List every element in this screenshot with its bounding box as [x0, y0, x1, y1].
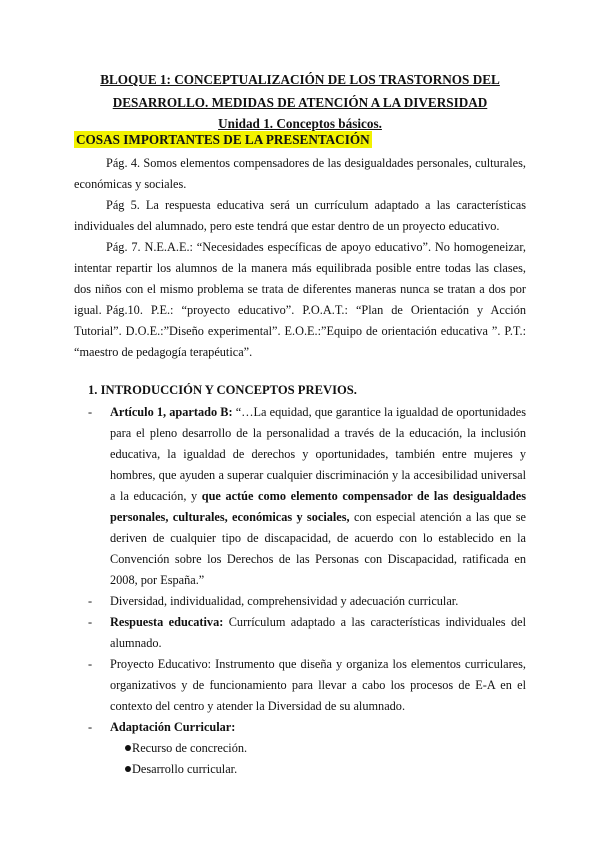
section-heading: 1. INTRODUCCIÓN Y CONCEPTOS PREVIOS. [88, 383, 357, 397]
dash-marker: - [88, 657, 93, 671]
unit-title: Unidad 1. Conceptos básicos. [218, 116, 382, 131]
list-item-diversidad: Diversidad, individualidad, comprehensividad y adecuación curricular. [110, 594, 459, 608]
respuesta-label: Respuesta educativa: [110, 615, 224, 629]
bullet-icon [125, 766, 131, 772]
dash-marker: - [88, 594, 93, 608]
title-line-2: DESARROLLO. MEDIDAS DE ATENCIÓN A LA DIVERSIDAD [112, 95, 488, 110]
compensador-emphasis: que actúe como elemento compensador de las desigualdades personales, culturales, económicas y sociales, [110, 489, 526, 524]
articulo-label: Artículo 1, apartado B: [110, 405, 233, 419]
bullet-icon [125, 745, 131, 751]
dash-marker: - [88, 720, 93, 734]
dash-marker: - [88, 405, 93, 419]
list-item-articulo: Artículo 1, apartado B: “…La equidad, que garantice la igualdad de oportunidades para el pleno desarrollo de la personalidad a través de la educación, la inclusión educativa, la igualdad de derechos y oportunidades, también entre mujeres y hombres, que ayuden a superar cualquier discriminación y la accesibilidad universal a la educación, y que actúe como elemento compensador de las desigualdades personales, culturales, económicas y sociales, con especial atención a las que se deriven de cualquier tipo de discapacidad, de acuerdo con lo establecido en la Convención sobre los Derechos de las Personas con Discapacidad, ratificada en 2008, por España.” [110, 405, 526, 587]
title-line-1: BLOQUE 1: CONCEPTUALIZACIÓN DE LOS TRASTORNOS DEL [100, 72, 500, 87]
list-item-respuesta: Respuesta educativa: Currículum adaptado a las características individuales del alumnado. [110, 615, 526, 650]
sub-item-recurso: Recurso de concreción. [132, 741, 248, 755]
sub-item-desarrollo: Desarrollo curricular. [132, 762, 238, 776]
paragraph-pag10: Pág.10. P.E.: “proyecto educativo”. P.O.A.T.: “Plan de Orientación y Acción Tutorial”. D.O.E.:”Diseño experimental”. E.O.E.:”Equipo de orientación educativa ”. P.T.: “maestro de pedagogía terapéutica”. [74, 303, 526, 359]
paragraph-pag5: Pág 5. La respuesta educativa será un currículum adaptado a las características individuales del alumnado, pero este tendrá que estar dentro de un proyecto educativo. [74, 198, 526, 233]
paragraph-pag7: Pág. 7. N.E.A.E.: “Necesidades específicas de apoyo educativo”. No homogeneizar, intentar repartir los alumnos de la manera más equilibrada posible entre todas las clases, dos niños con el mismo problema se trata de diferentes maneras nunca se tratan a dos por igual. [74, 240, 526, 317]
adaptacion-label: Adaptación Curricular: [110, 720, 236, 734]
presentation-heading: COSAS IMPORTANTES DE LA PRESENTACIÓN [76, 132, 370, 147]
list-item-adaptacion [110, 717, 526, 738]
dash-marker: - [88, 615, 93, 629]
list-item-proyecto: Proyecto Educativo: Instrumento que diseña y organiza los elementos curriculares, organizativos y de funcionamiento para llevar a cabo los procesos de E-A en el contexto del centro y atender la Diversidad de su alumnado. [110, 657, 526, 713]
paragraph-pag4: Pág. 4. Somos elementos compensadores de las desigualdades personales, culturales, económicas y sociales. [74, 156, 526, 191]
